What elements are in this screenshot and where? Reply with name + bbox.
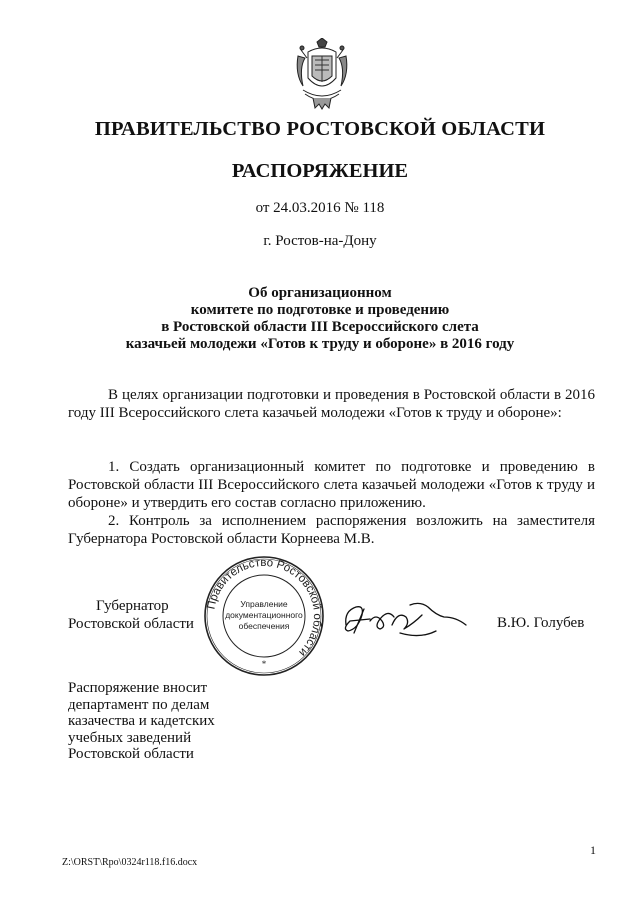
- subject-line: в Ростовской области III Всероссийского слета: [161, 319, 479, 335]
- subject-line: комитете по подготовке и проведению: [190, 302, 450, 318]
- coat-of-arms-emblem: [293, 38, 351, 110]
- stamp-star-icon: *: [261, 659, 267, 669]
- subject-line: казачьей молодежи «Готов к труду и обороне» в 2016 году: [125, 336, 515, 352]
- stamp-inner-line: документационного: [225, 610, 303, 620]
- order-item-2-text: 2. Контроль за исполнением распоряжения возложить на заместителя Губернатора Ростовской области Корнеева М.В.: [68, 513, 595, 547]
- stamp-outer-text: Правительство Ростовской области: [205, 556, 324, 659]
- order-item-2: [68, 512, 595, 548]
- signatory-title-line: Ростовской области: [68, 616, 194, 632]
- document-city: г. Ростов-на-Дону: [263, 233, 377, 249]
- file-path: Z:\ORST\Rpo\0324r118.f16.docx: [62, 857, 198, 868]
- signatory-title: [68, 597, 194, 633]
- document-type-title: РАСПОРЯЖЕНИЕ: [231, 160, 409, 182]
- order-item-1: [68, 458, 595, 512]
- note-line: департамент по делам: [68, 696, 210, 713]
- intro-text: В целях организации подготовки и проведения в Ростовской области в 2016 году III Всероссийского слета казачьей молодежи «Готов к труду и обороне»:: [68, 387, 595, 421]
- order-item-1-text: 1. Создать организационный комитет по подготовке и проведению в Ростовской области III Всероссийского слета казачьей молодежи «Готов к труду и обороне» и утвердить его состав согласно приложению.: [68, 459, 595, 511]
- subject-line: Об организационном: [248, 285, 392, 301]
- signatory-name: В.Ю. Голубев: [497, 615, 585, 631]
- stamp-inner-line: обеспечения: [238, 621, 290, 631]
- organization-title: ПРАВИТЕЛЬСТВО РОСТОВСКОЙ ОБЛАСТИ: [94, 118, 546, 140]
- note-line: Распоряжение вносит: [68, 680, 208, 696]
- official-stamp: [203, 555, 325, 677]
- note-line: казачества и кадетских: [68, 713, 215, 729]
- intro-paragraph: [68, 386, 595, 422]
- page-number: 1: [590, 843, 596, 857]
- document-subject: [60, 285, 580, 353]
- handwritten-signature: [340, 595, 470, 643]
- submitted-by-note: [68, 680, 215, 763]
- stamp-inner-line: Управление: [240, 599, 288, 609]
- note-line: учебных заведений: [68, 729, 192, 746]
- note-line: Ростовской области: [68, 746, 194, 762]
- document-date-number: от 24.03.2016 № 118: [255, 200, 385, 216]
- signatory-title-line: Губернатор: [96, 598, 169, 614]
